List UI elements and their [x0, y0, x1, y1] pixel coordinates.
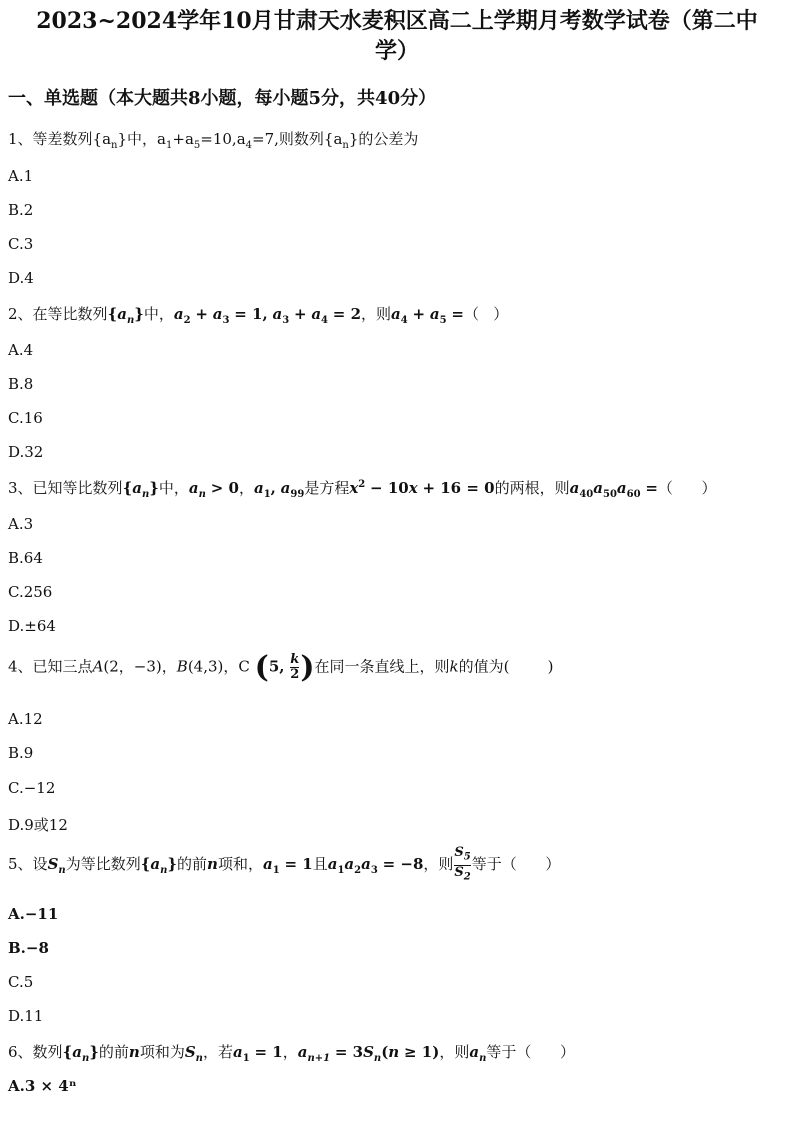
- question-5-option-c[interactable]: C.5: [8, 973, 34, 991]
- question-6-option-a[interactable]: A.3 × 4ⁿ: [8, 1077, 77, 1095]
- question-1-option-d[interactable]: D.4: [8, 269, 34, 287]
- question-4-option-a[interactable]: A.12: [8, 710, 43, 728]
- question-3-option-c[interactable]: C.256: [8, 583, 53, 601]
- question-4-stem: 4、已知三点A(2，−3)，B(4,3)，C (5, $\frac{k}{2}$ )在同一条直线上，则k的值为( ): [8, 650, 554, 685]
- title-line-2: 学）: [374, 38, 419, 64]
- question-6-stem: 6、数列$\{a_n\}$的前n项和为$S_n$，若$a_1 = 1$，$a_{n+1} = 3S_n(n \ge 1)$，则$a_n$等于（ ）: [8, 1043, 575, 1064]
- question-2-option-b[interactable]: B.8: [8, 375, 34, 393]
- question-2-option-d[interactable]: D.32: [8, 443, 44, 461]
- question-5-stem: 5、设$S_n$为等比数列$\{a_n\}$的前n项和，$a_1 = 1$且$a_1a_2a_3 = -8$，则 $\frac{S_5}{S_2}$ 等于（ ）: [8, 845, 561, 883]
- question-1-stem: 1、等差数列$\{a_n\}$中，$a_1+a_5=10,a_4=7$,则数列$\{a_n\}$的公差为: [8, 130, 419, 151]
- question-4-option-c[interactable]: C.−12: [8, 779, 56, 797]
- question-3-option-b[interactable]: B.64: [8, 549, 43, 567]
- question-5-option-b[interactable]: B.−8: [8, 939, 49, 957]
- question-1-option-c[interactable]: C.3: [8, 235, 34, 253]
- page-title: [0, 6, 794, 66]
- question-3-option-d[interactable]: D.±64: [8, 617, 56, 635]
- question-2-option-c[interactable]: C.16: [8, 409, 43, 427]
- question-4-option-d[interactable]: D.9或12: [8, 816, 68, 834]
- question-4-option-b[interactable]: B.9: [8, 744, 34, 762]
- question-1-option-a[interactable]: A.1: [8, 167, 34, 185]
- question-2-stem: 2、在等比数列$\{a_n\}$中，$a_2 + a_3 = 1$, $a_3 + a_4 = 2$，则$a_4 + a_5$ =（ ）: [8, 305, 509, 326]
- question-5-option-a[interactable]: A.−11: [8, 905, 59, 923]
- section-heading: 一、单选题（本大题共8小题，每小题5分，共40分）: [8, 88, 437, 109]
- question-3-stem: 3、已知等比数列$\{a_n\}$中，$a_n > 0$，$a_1$, $a_{99}$是方程$x^2 - 10x + 16 = 0$的两根，则$a_{40}a_{50}a_{60}$ =（ ）: [8, 479, 717, 500]
- question-3-option-a[interactable]: A.3: [8, 515, 34, 533]
- question-1-option-b[interactable]: B.2: [8, 201, 34, 219]
- title-line-1: 2023~2024学年10月甘肃天水麦积区高二上学期月考数学试卷（第二中: [36, 8, 758, 34]
- question-2-option-a[interactable]: A.4: [8, 341, 34, 359]
- question-5-option-d[interactable]: D.11: [8, 1007, 44, 1025]
